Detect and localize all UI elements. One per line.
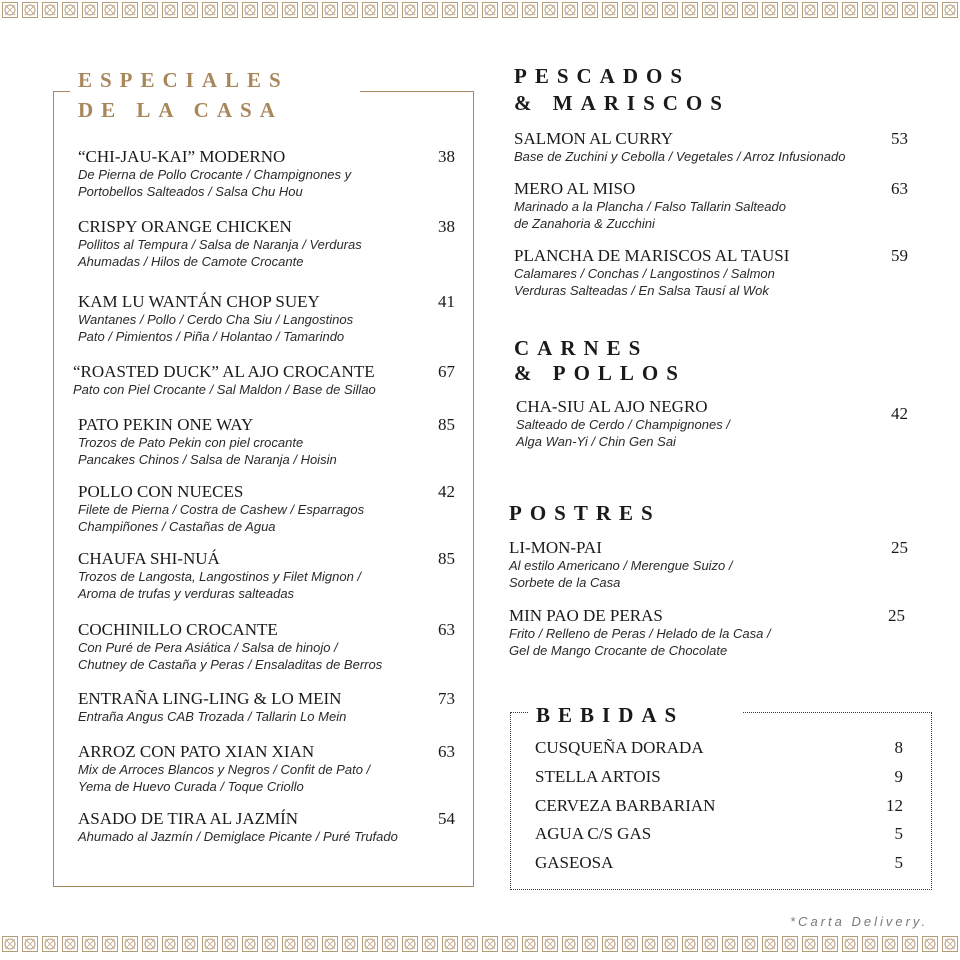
menu-item-description-line: Chutney de Castaña y Peras / Ensaladitas de Berros xyxy=(78,657,383,672)
bebidas-title: BEBIDAS xyxy=(536,703,685,727)
menu-item-description-line: Frito / Relleno de Peras / Helado de la Casa / xyxy=(509,626,771,641)
menu-item-description-line: de Zanahoria & Zucchini xyxy=(514,216,655,231)
menu-item-description-line: Mix de Arroces Blancos y Negros / Confit de Pato / xyxy=(78,762,371,777)
menu-item-price: 85 xyxy=(438,549,455,568)
ornamental-band-top xyxy=(0,0,960,20)
menu-item-name: ENTRAÑA LING-LING & LO MEIN xyxy=(78,689,342,708)
menu-item-description-line: Salteado de Cerdo / Champignones / xyxy=(516,417,730,432)
menu-item-description-line: Sorbete de la Casa xyxy=(509,575,621,590)
menu-item-description-line: Base de Zuchini y Cebolla / Vegetales / Arroz Infusionado xyxy=(514,149,846,164)
menu-item-name: CHA-SIU AL AJO NEGRO xyxy=(516,397,708,416)
menu-item-description xyxy=(78,236,362,270)
menu-item-name: SALMON AL CURRY xyxy=(514,129,674,148)
menu-item-description xyxy=(78,828,398,845)
pescados-title-line1: PESCADOS xyxy=(514,64,691,88)
menu-item-description xyxy=(78,761,370,795)
ornamental-band-bottom xyxy=(0,934,960,954)
menu-item-description-line: Entraña Angus CAB Trozada / Tallarin Lo Mein xyxy=(78,709,347,724)
menu-item-description xyxy=(514,148,845,165)
menu-item-description xyxy=(514,265,775,299)
menu-item-name: KAM LU WANTÁN CHOP SUEY xyxy=(78,292,320,311)
menu-item-name: CHAUFA SHI-NUÁ xyxy=(78,549,220,568)
menu-item-description xyxy=(73,381,376,398)
menu-item-price: 63 xyxy=(891,179,908,198)
menu-item-description-line: Con Puré de Pera Asiática / Salsa de hinojo / xyxy=(78,640,338,655)
especiales-title-line1: ESPECIALES xyxy=(78,68,289,92)
menu-item-description-line: Verduras Salteadas / En Salsa Tausí al Wok xyxy=(514,283,769,298)
menu-item-name: “ROASTED DUCK” AL AJO CROCANTE xyxy=(73,362,375,381)
beverage-price: 5 xyxy=(894,824,903,843)
menu-item-description-line: Champiñones / Castañas de Agua xyxy=(78,519,276,534)
menu-item-description xyxy=(516,416,730,450)
beverage-name: CERVEZA BARBARIAN xyxy=(535,796,716,815)
menu-item-name: COCHINILLO CROCANTE xyxy=(78,620,278,639)
menu-item-description xyxy=(509,625,771,659)
menu-item-price: 41 xyxy=(438,292,455,311)
menu-item-description-line: Trozos de Pato Pekin con piel crocante xyxy=(78,435,304,450)
beverage-price: 9 xyxy=(894,767,903,786)
menu-item-description-line: Pollitos al Tempura / Salsa de Naranja / Verduras xyxy=(78,237,362,252)
pescados-title-line2: & MARISCOS xyxy=(514,91,730,115)
menu-item-description-line: Filete de Pierna / Costra de Cashew / Esparragos xyxy=(78,502,365,517)
beverage-price: 12 xyxy=(886,796,903,815)
menu-item-description-line: Portobellos Salteados / Salsa Chu Hou xyxy=(78,184,303,199)
menu-item-price: 25 xyxy=(891,538,908,557)
menu-item-description-line: Wantanes / Pollo / Cerdo Cha Siu / Langostinos xyxy=(78,312,354,327)
menu-item-price: 59 xyxy=(891,246,908,265)
menu-item-price: 54 xyxy=(438,809,455,828)
menu-item-description-line: Yema de Huevo Curada / Toque Criollo xyxy=(78,779,304,794)
menu-item-description xyxy=(514,198,786,232)
menu-item-price: 25 xyxy=(888,606,905,625)
beverage-price: 5 xyxy=(894,853,903,872)
menu-item-name: PLANCHA DE MARISCOS AL TAUSI xyxy=(514,246,790,265)
menu-item-name: “CHI-JAU-KAI” MODERNO xyxy=(78,147,286,166)
postres-title: POSTRES xyxy=(509,501,661,525)
menu-item-name: MERO AL MISO xyxy=(514,179,636,198)
menu-item-price: 63 xyxy=(438,742,455,761)
menu-item-name: CRISPY ORANGE CHICKEN xyxy=(78,217,292,236)
menu-item-description-line: Alga Wan-Yi / Chin Gen Sai xyxy=(516,434,676,449)
menu-item-description-line: Marinado a la Plancha / Falso Tallarin Salteado xyxy=(514,199,786,214)
beverage-name: AGUA C/S GAS xyxy=(535,824,652,843)
menu-item-price: 63 xyxy=(438,620,455,639)
especiales-title-line2: DE LA CASA xyxy=(78,98,283,122)
menu-item-price: 85 xyxy=(438,415,455,434)
carnes-title-line1: CARNES xyxy=(514,336,649,360)
menu-item-description-line: De Pierna de Pollo Crocante / Champignones y xyxy=(78,167,352,182)
menu-item-description-line: Trozos de Langosta, Langostinos y Filet Mignon / xyxy=(78,569,362,584)
menu-item-description xyxy=(78,708,346,725)
menu-item-price: 53 xyxy=(891,129,908,148)
menu-item-name: POLLO CON NUECES xyxy=(78,482,244,501)
beverage-name: STELLA ARTOIS xyxy=(535,767,661,786)
menu-item-description-line: Ahumadas / Hilos de Camote Crocante xyxy=(78,254,304,269)
menu-item-description-line: Pancakes Chinos / Salsa de Naranja / Hoisin xyxy=(78,452,337,467)
menu-item-name: ASADO DE TIRA AL JAZMÍN xyxy=(78,809,299,828)
menu-item-description xyxy=(78,639,382,673)
menu-item-name: LI-MON-PAI xyxy=(509,538,602,557)
menu-item-price: 42 xyxy=(438,482,455,501)
menu-item-description-line: Ahumado al Jazmín / Demiglace Picante / Puré Trufado xyxy=(78,829,398,844)
menu-item-description-line: Calamares / Conchas / Langostinos / Salmon xyxy=(514,266,775,281)
menu-item-price: 42 xyxy=(891,404,908,423)
menu-item-price: 73 xyxy=(438,689,455,708)
menu-item-name: PATO PEKIN ONE WAY xyxy=(78,415,254,434)
menu-item-price: 38 xyxy=(438,217,455,236)
menu-item-description-line: Gel de Mango Crocante de Chocolate xyxy=(509,643,728,658)
menu-item-description xyxy=(78,501,364,535)
ornamental-key-pattern-icon xyxy=(0,934,960,954)
menu-item-description xyxy=(78,434,337,468)
menu-item-name: MIN PAO DE PERAS xyxy=(509,606,663,625)
delivery-footnote: *Carta Delivery. xyxy=(790,914,929,929)
menu-item-price: 67 xyxy=(438,362,455,381)
menu-item-description xyxy=(78,166,351,200)
menu-item-name: ARROZ CON PATO XIAN XIAN xyxy=(78,742,315,761)
carnes-title-line2: & POLLOS xyxy=(514,361,686,385)
menu-item-description xyxy=(78,568,361,602)
menu-item-description-line: Aroma de trufas y verduras salteadas xyxy=(78,586,295,601)
beverage-name: CUSQUEÑA DORADA xyxy=(535,738,704,757)
menu-item-price: 38 xyxy=(438,147,455,166)
beverage-name: GASEOSA xyxy=(535,853,614,872)
beverage-price: 8 xyxy=(894,738,903,757)
ornamental-key-pattern-icon xyxy=(0,0,960,20)
menu-item-description-line: Pato con Piel Crocante / Sal Maldon / Base de Sillao xyxy=(73,382,376,397)
menu-item-description-line: Pato / Pimientos / Piña / Holantao / Tamarindo xyxy=(78,329,345,344)
menu-item-description xyxy=(509,557,733,591)
menu-item-description xyxy=(78,311,353,345)
menu-item-description-line: Al estilo Americano / Merengue Suizo / xyxy=(509,558,733,573)
